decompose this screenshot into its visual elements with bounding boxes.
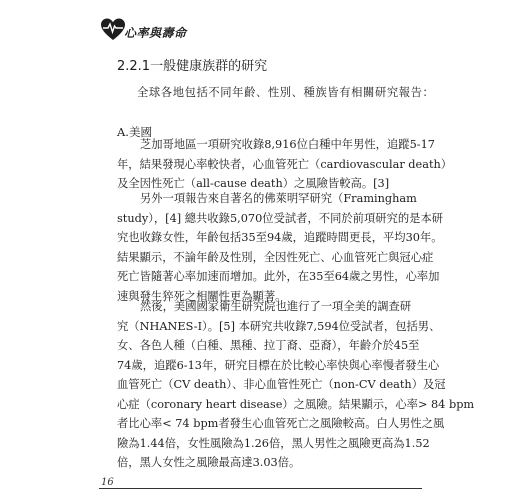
text-line: 然後，美國國家衛生研究院也進行了一項全美的調查研 <box>140 300 412 313</box>
text-line: 究（NHANES-I）。[5] 本研究共收錄7,594位受試者，包括男、 <box>117 319 441 333</box>
text-line: 另外一項報告來自著名的佛萊明罕研究（Framingham <box>140 192 417 205</box>
footer-divider <box>99 488 422 489</box>
subsection-heading: A.美國 <box>117 125 152 139</box>
heart-rate-icon <box>100 17 126 43</box>
text-line: 年，結果發現心率較快者，心血管死亡（cardiovascular death） <box>117 157 453 171</box>
text-line: study），[4] 總共收錄5,070位受試者，不同於前項研究的是本研 <box>117 211 444 225</box>
page-number: 16 <box>101 477 114 488</box>
text-line: 險為1.44倍，女性風險為1.26倍，黑人男性之風險更高為1.52 <box>117 436 430 450</box>
section-lead: 全球各地包括不同年齡、性別、種族皆有相關研究報告： <box>137 86 435 99</box>
text-line: 速與發生猝死之相關性更為顯著。 <box>117 289 287 303</box>
text-line: 者比心率< 74 bpm者發生心血管死亡之風險較高。白人男性之風 <box>117 417 445 430</box>
text-line: 倍，黑人女性之風險最高達3.03倍。 <box>117 456 301 469</box>
paragraph-nhanes-study <box>117 297 475 473</box>
section-title: 2.2.1一般健康族群的研究 <box>117 59 268 74</box>
paragraph-chicago-study <box>117 135 453 194</box>
text-line: 死亡皆隨著心率加速而增加。此外，在35至64歲之男性，心率加 <box>117 270 440 283</box>
book-series-title: 心率與壽命 <box>124 26 187 40</box>
book-logo <box>100 17 210 45</box>
paragraph-framingham-study <box>117 189 444 306</box>
text-line: 究也收錄女性，年齡包括35至94歲，追蹤時間更長，平均30年。 <box>117 231 443 244</box>
text-line: 74歲，追蹤6-13年，研究目標在於比較心率快與心率慢者發生心 <box>117 358 440 372</box>
text-line: 結果顯示，不論年齡及性別，全因性死亡、心血管死亡與冠心症 <box>117 250 434 264</box>
text-line: 血管死亡（CV death）、非心血管性死亡（non-CV death）及冠 <box>117 378 446 391</box>
text-line: 及全因性死亡（all-cause death）之風險皆較高。[3] <box>117 177 390 190</box>
text-line: 芝加哥地區一項研究收錄8,916位白種中年男性，追蹤5-17 <box>140 138 435 151</box>
text-line: 女、各色人種（白種、黑種、拉丁裔、亞裔），年齡介於45至 <box>117 339 420 352</box>
text-line: 心症（coronary heart disease）之風險。結果顯示，心率> 84 bpm <box>117 397 475 411</box>
